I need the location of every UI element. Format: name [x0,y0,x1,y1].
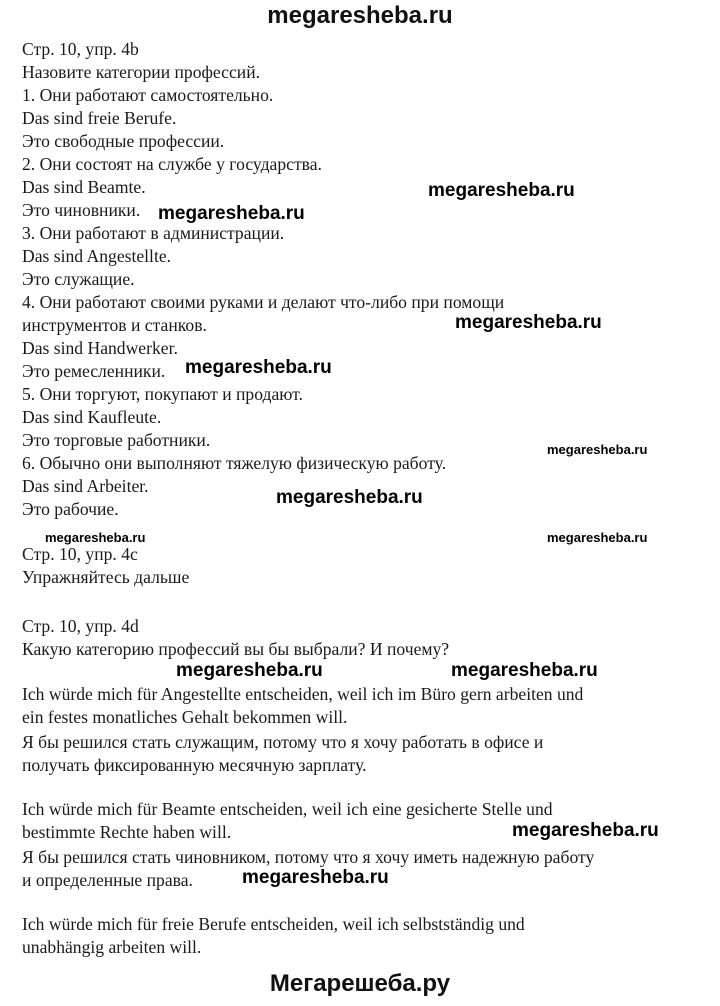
text-line: Это свободные профессии. [22,131,225,151]
text-line: Это рабочие. [22,499,119,519]
watermark: megaresheba.ru [547,442,648,457]
task-text: Назовите категории профессий. [22,62,261,82]
exercise-heading: Стр. 10, упр. 4d [22,616,139,636]
exercise-heading: Стр. 10, упр. 4c [22,544,138,564]
text-line: Это служащие. [22,269,135,289]
watermark: megaresheba.ru [45,530,146,545]
text-line: 6. Обычно они выполняют тяжелую физическую работу. [22,453,447,473]
text-line: Это торговые работники. [22,430,211,450]
text-line: Das sind Kaufleute. [22,407,162,427]
site-footer: Мегарешеба.ру [269,970,451,997]
text-line: Я бы решился стать чиновником, потому что я хочу иметь надежную работу [22,847,595,867]
text-line: 3. Они работают в администрации. [22,223,285,243]
text-line: unabhängig arbeiten will. [22,937,202,957]
text-line: и определенные права. [22,870,193,890]
watermark: megaresheba.ru [276,487,423,508]
watermark: megaresheba.ru [185,357,332,378]
text-line: Ich würde mich für Angestellte entscheiden, weil ich im Büro gern arbeiten und [22,684,584,704]
task-text: Упражняйтесь дальше [22,567,190,587]
text-line: Ich würde mich für Beamte entscheiden, weil ich eine gesicherte Stelle und [22,799,553,819]
text-line: Das sind Angestellte. [22,246,172,266]
watermark: megaresheba.ru [242,867,389,888]
watermark: megaresheba.ru [176,660,323,681]
text-line: Ich würde mich für freie Berufe entscheiden, weil ich selbstständig und [22,914,525,934]
text-line: Das sind Handwerker. [22,338,178,358]
text-line: 4. Они работают своими руками и делают что-либо при помощи [22,292,505,312]
text-line: 5. Они торгуют, покупают и продают. [22,384,303,404]
text-line: Das sind Arbeiter. [22,476,149,496]
text-line: Это ремесленники. [22,361,166,381]
site-header: megaresheba.ru [267,2,453,29]
text-line: 1. Они работают самостоятельно. [22,85,274,105]
exercise-heading: Стр. 10, упр. 4b [22,39,139,59]
text-line: инструментов и станков. [22,315,207,335]
watermark: megaresheba.ru [451,660,598,681]
watermark: megaresheba.ru [547,530,648,545]
text-line: Я бы решился стать служащим, потому что я хочу работать в офисе и [22,732,544,752]
text-line: bestimmte Rechte haben will. [22,822,232,842]
text-line: получать фиксированную месячную зарплату. [22,755,367,775]
text-line: Das sind freie Berufe. [22,108,177,128]
text-line: 2. Они состоят на службе у государства. [22,154,322,174]
watermark: megaresheba.ru [455,312,602,333]
watermark: megaresheba.ru [512,820,659,841]
task-text: Какую категорию профессий вы бы выбрали? И почему? [22,639,450,659]
text-line: ein festes monatliches Gehalt bekommen will. [22,707,348,727]
watermark: megaresheba.ru [428,180,575,201]
text-line: Это чиновники. [22,200,141,220]
text-line: Das sind Beamte. [22,177,146,197]
watermark: megaresheba.ru [158,203,305,224]
